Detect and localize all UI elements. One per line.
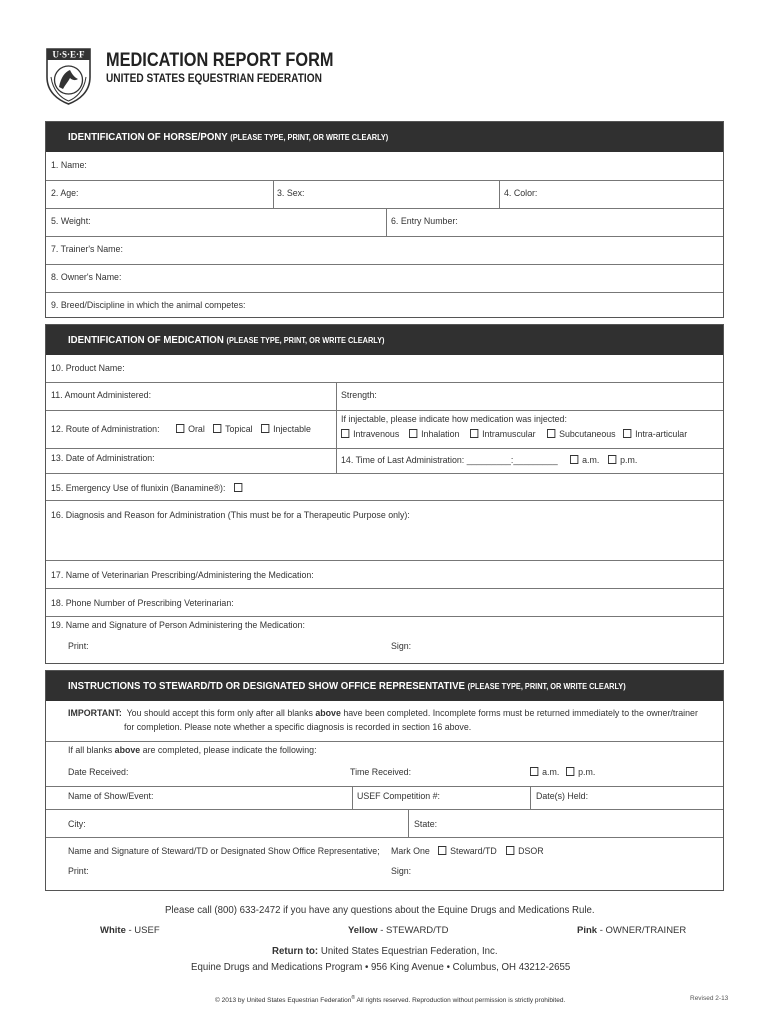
emergency-flunixin-row	[46, 473, 723, 501]
show-name-label[interactable]: Name of Show/Event:	[68, 791, 154, 802]
checkbox-icon	[261, 424, 269, 433]
inject-inhalation-option[interactable]: Inhalation	[409, 429, 459, 440]
section-title: INSTRUCTIONS TO STEWARD/TD OR DESIGNATED SHOW OFFICE REPRESENTATIVE	[68, 680, 465, 692]
horse-identification-section	[45, 121, 724, 318]
am-option[interactable]: a.m.	[570, 455, 599, 466]
form-subtitle: UNITED STATES EQUESTRIAN FEDERATION	[106, 73, 322, 85]
section-title: IDENTIFICATION OF HORSE/PONY	[68, 131, 228, 143]
section-title: IDENTIFICATION OF MEDICATION	[68, 334, 224, 346]
steward-td-option[interactable]: Steward/TD	[438, 846, 497, 857]
steward-sig-label: Name and Signature of Steward/TD or Designated Show Office Representative;	[68, 846, 380, 857]
copy-yellow: Yellow - STEWARD/TD	[348, 925, 449, 936]
checkbox-icon	[547, 429, 555, 438]
field-label: 18. Phone Number of Prescribing Veterinarian:	[51, 598, 234, 609]
city-label[interactable]: City:	[68, 819, 86, 830]
received-row: If all blanks above are completed, please indicate the following: Date Received: Time Received: a.m. p.m.	[46, 741, 723, 787]
weight-entry-row	[46, 208, 723, 237]
steward-sign-label[interactable]: Sign:	[391, 866, 412, 877]
dsor-option[interactable]: DSOR	[506, 846, 544, 857]
route-row	[46, 410, 723, 449]
field-label: 1. Name:	[51, 160, 87, 171]
inject-subcutaneous-option[interactable]: Subcutaneous	[547, 429, 616, 440]
important-notice: IMPORTANT: You should accept this form only after all blanks above have been completed. Incomplete forms must be returned immediately to the owner/trainer for completion. Please note whether a specific diagnosis is recorded in section 16 above.	[46, 701, 723, 742]
weight-field-label[interactable]: 5. Weight:	[51, 216, 91, 227]
sign-field-label[interactable]: Sign:	[391, 641, 412, 652]
breed-discipline-field[interactable]	[46, 292, 723, 318]
field-label: 7. Trainer's Name:	[51, 244, 123, 255]
owner-name-field[interactable]	[46, 264, 723, 293]
contact-note: Please call (800) 633-2472 if you have any questions about the Equine Drugs and Medications Rule.	[165, 904, 595, 916]
date-received-label[interactable]: Date Received:	[68, 767, 129, 778]
revision-date: Revised 2-13	[690, 995, 729, 1002]
return-address: Equine Drugs and Medications Program • 956 King Avenue • Columbus, OH 43212-2655	[191, 961, 571, 973]
return-to: Return to: United States Equestrian Federation, Inc.	[272, 945, 498, 957]
section-note: (PLEASE TYPE, PRINT, OR WRITE CLEARLY)	[226, 336, 385, 345]
city-state-row	[46, 809, 723, 838]
administering-person-row	[46, 616, 723, 664]
checkbox-icon	[608, 455, 616, 464]
injection-question: If injectable, please indicate how medication was injected:	[341, 414, 567, 425]
checkbox-icon	[570, 455, 578, 464]
copy-pink: Pink - OWNER/TRAINER	[577, 925, 687, 936]
pm-option[interactable]: p.m.	[608, 455, 637, 466]
steward-print-label[interactable]: Print:	[68, 866, 89, 877]
time-received-label[interactable]: Time Received:	[350, 767, 412, 778]
route-oral-option[interactable]: Oral	[176, 424, 205, 435]
received-pm-option[interactable]: p.m.	[566, 767, 595, 778]
field-label: 8. Owner's Name:	[51, 272, 122, 283]
checkbox-icon	[623, 429, 631, 438]
section-header	[46, 671, 723, 701]
mark-one-label: Mark One	[391, 846, 430, 857]
checkbox-icon	[341, 429, 349, 438]
field-label: 17. Name of Veterinarian Prescribing/Administering the Medication:	[51, 570, 314, 581]
entry-number-field-label[interactable]: 6. Entry Number:	[391, 216, 458, 227]
route-topical-option[interactable]: Topical	[213, 424, 253, 435]
diagnosis-field[interactable]	[46, 500, 723, 561]
checkbox-icon	[176, 424, 184, 433]
form-title: MEDICATION REPORT FORM	[106, 50, 334, 71]
strength-field-label[interactable]: Strength:	[341, 390, 377, 401]
age-field-label[interactable]: 2. Age:	[51, 188, 79, 199]
medication-identification-section	[45, 324, 724, 664]
amount-field-label[interactable]: 11. Amount Administered:	[51, 390, 152, 401]
steward-signature-row	[46, 837, 723, 891]
usef-shield-logo	[45, 47, 92, 105]
checkbox-icon	[409, 429, 417, 438]
section-note: (PLEASE TYPE, PRINT, OR WRITE CLEARLY)	[230, 133, 389, 142]
inject-intra-articular-option[interactable]: Intra-articular	[623, 429, 687, 440]
date-time-admin-row	[46, 448, 723, 474]
checkbox-icon	[438, 846, 446, 855]
age-sex-color-row	[46, 180, 723, 209]
logo-text: U·S·E·F	[52, 49, 85, 60]
name-field[interactable]	[46, 152, 723, 181]
trainer-name-field[interactable]	[46, 236, 723, 265]
checkbox-icon	[213, 424, 221, 433]
route-label: 12. Route of Administration:	[51, 424, 160, 435]
field-label: 9. Breed/Discipline in which the animal competes:	[51, 300, 246, 311]
copy-white: White - USEF	[100, 925, 160, 936]
emergency-checkbox[interactable]	[234, 483, 246, 494]
section-note: (PLEASE TYPE, PRINT, OR WRITE CLEARLY)	[467, 682, 626, 691]
steward-instructions-section	[45, 670, 724, 891]
state-label[interactable]: State:	[414, 819, 438, 830]
field-label: 16. Diagnosis and Reason for Administration (This must be for a Therapeutic Purpose only):	[51, 510, 410, 521]
sex-field-label[interactable]: 3. Sex:	[277, 188, 305, 199]
date-admin-label[interactable]: 13. Date of Administration:	[51, 453, 155, 464]
route-injectable-option[interactable]: Injectable	[261, 424, 311, 435]
amount-strength-row	[46, 382, 723, 411]
vet-phone-field[interactable]	[46, 588, 723, 617]
competition-number-label[interactable]: USEF Competition #:	[357, 791, 440, 802]
time-last-admin-label[interactable]: 14. Time of Last Administration: _________:_________	[341, 455, 558, 466]
copyright: © 2013 by United States Equestrian Federation® All rights reserved. Reproduction without permission is strictly prohibited.	[215, 995, 566, 1005]
color-field-label[interactable]: 4. Color:	[504, 188, 538, 199]
vet-name-field[interactable]	[46, 560, 723, 589]
dates-held-label[interactable]: Date(s) Held:	[536, 791, 589, 802]
checkbox-icon	[506, 846, 514, 855]
section-header	[46, 325, 723, 355]
checkbox-icon	[530, 767, 538, 776]
section-header	[46, 122, 723, 152]
inject-intramuscular-option[interactable]: Intramuscular	[470, 429, 536, 440]
received-am-option[interactable]: a.m.	[530, 767, 559, 778]
show-event-row	[46, 786, 723, 810]
field-label: 10. Product Name:	[51, 363, 125, 374]
person-sig-label: 19. Name and Signature of Person Administering the Medication:	[51, 620, 305, 631]
emergency-label: 15. Emergency Use of flunixin (Banamine®):	[51, 483, 226, 494]
print-field-label[interactable]: Print:	[68, 641, 89, 652]
checkbox-icon	[234, 483, 242, 492]
checkbox-icon	[470, 429, 478, 438]
inject-intravenous-option[interactable]: Intravenous	[341, 429, 399, 440]
product-name-field[interactable]	[46, 355, 723, 383]
checkbox-icon	[566, 767, 574, 776]
